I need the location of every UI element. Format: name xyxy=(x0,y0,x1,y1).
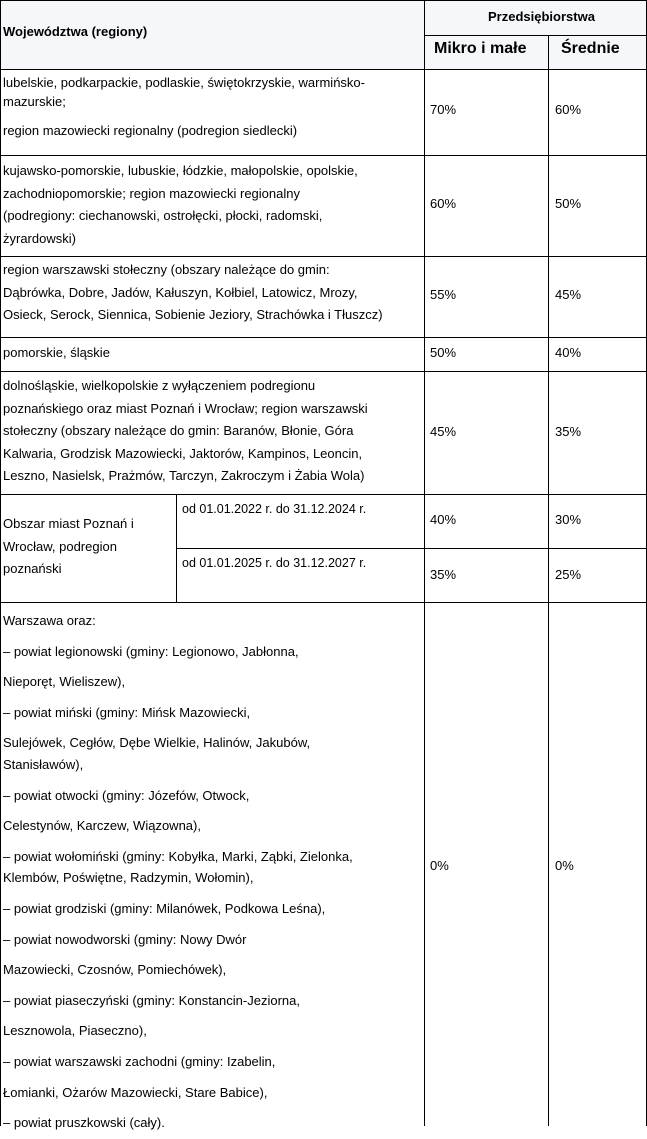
region-line: Dąbrówka, Dobre, Jadów, Kałuszyn, Kołbiel, Latowicz, Mrozy, xyxy=(3,284,358,300)
region-line: Celestynów, Karczew, Wiązowna), xyxy=(3,818,201,834)
region-text-row-3 xyxy=(3,259,383,327)
border-top xyxy=(0,0,647,1)
medium-value-row-7: 0% xyxy=(555,858,574,873)
region-line: – powiat grodziski (gminy: Milanówek, Podkowa Leśna), xyxy=(3,900,326,916)
region-line: Leszno, Nasielsk, Prażmów, Tarczyn, Zakroczym i Żabia Wola) xyxy=(3,468,365,484)
region-line: poznański xyxy=(3,561,62,577)
micro-small-value-period-2: 35% xyxy=(430,567,457,582)
region-line: Kalwaria, Grodzisk Mazowiecki, Jaktorów, Kampinos, Leoncin, xyxy=(3,445,363,461)
region-line: dolnośląskie, wielkopolskie z wyłączeniem podregionu xyxy=(3,378,316,393)
row-divider xyxy=(0,337,647,338)
medium-value-row-4: 40% xyxy=(555,345,582,360)
micro-small-value-row-7: 0% xyxy=(430,858,449,873)
divider-header-sub xyxy=(424,35,647,36)
region-text-row-4 xyxy=(3,342,110,365)
medium-value-row-1: 60% xyxy=(555,102,582,117)
region-text-row-7 xyxy=(3,606,353,1139)
border-left xyxy=(0,0,1,1126)
region-line: mazurskie; xyxy=(3,94,66,109)
micro-small-value-row-1: 70% xyxy=(430,102,457,117)
region-line: (podregiony: ciechanowski, ostrołęcki, płocki, radomski, xyxy=(3,208,323,224)
region-text-row-6 xyxy=(3,513,134,581)
region-line: region warszawski stołeczny (obszary należące do gmin: xyxy=(3,262,330,277)
region-line: – powiat legionowski (gminy: Legionowo, Jabłonna, xyxy=(3,643,299,659)
region-line: – powiat miński (gminy: Mińsk Mazowiecki, xyxy=(3,704,251,720)
region-line: – powiat otwocki (gminy: Józefów, Otwock, xyxy=(3,787,250,803)
medium-value-row-2: 50% xyxy=(555,196,582,211)
region-line: – powiat warszawski zachodni (gminy: Izabelin, xyxy=(3,1053,276,1069)
region-line: Warszawa oraz: xyxy=(3,613,96,628)
region-line: kujawsko-pomorskie, lubuskie, łódzkie, małopolskie, opolskie, xyxy=(3,163,358,178)
medium-value-row-3: 45% xyxy=(555,287,582,302)
region-line: Obszar miast Poznań i xyxy=(3,516,134,531)
region-text-row-1 xyxy=(3,73,365,140)
row-divider xyxy=(0,256,647,257)
region-line: Wrocław, podregion xyxy=(3,538,117,554)
region-line: – powiat wołomiński (gminy: Kobyłka, Marki, Ząbki, Zielonka, xyxy=(3,848,353,864)
medium-value-period-2: 25% xyxy=(555,567,582,582)
region-line: pomorskie, śląskie xyxy=(3,345,110,360)
row-divider xyxy=(0,494,647,495)
period-divider xyxy=(176,548,647,549)
micro-small-value-period-1: 40% xyxy=(430,512,457,527)
region-line: Mazowiecki, Czosnów, Pomiechówek), xyxy=(3,962,227,978)
divider-micro-medium xyxy=(548,35,549,1126)
region-line: region mazowiecki regionalny (podregion siedlecki) xyxy=(3,123,298,138)
row-divider xyxy=(0,155,647,156)
region-line: Lesznowola, Piaseczno), xyxy=(3,1023,147,1039)
medium-value-row-5: 35% xyxy=(555,424,582,439)
region-line: poznańskiego oraz miast Poznań i Wrocław; region warszawski xyxy=(3,400,368,416)
period-label-2: od 01.01.2025 r. do 31.12.2027 r. xyxy=(182,556,367,570)
region-text-row-2 xyxy=(3,160,358,250)
region-line: – powiat nowodworski (gminy: Nowy Dwór xyxy=(3,931,247,947)
region-line: stołeczny (obszary należące do gmin: Baranów, Błonie, Góra xyxy=(3,423,354,439)
region-line: lubelskie, podkarpackie, podlaskie, świętokrzyskie, warmińsko- xyxy=(3,75,365,90)
region-line: żyrardowski) xyxy=(3,230,76,246)
micro-small-value-row-5: 45% xyxy=(430,424,457,439)
medium-column-header: Średnie xyxy=(561,40,620,57)
row-divider xyxy=(0,69,647,70)
enterprises-group-header: Przedsiębiorstwa xyxy=(488,9,595,24)
region-line: Osieck, Serock, Siennica, Sobienie Jeziory, Strachówka i Tłuszcz) xyxy=(3,307,383,323)
medium-value-period-1: 30% xyxy=(555,512,582,527)
regions-column-header: Województwa (regiony) xyxy=(3,24,148,39)
region-line: – powiat piaseczyński (gminy: Konstancin-Jeziorna, xyxy=(3,992,300,1008)
micro-small-value-row-3: 55% xyxy=(430,287,457,302)
region-line: Nieporęt, Wieliszew), xyxy=(3,674,126,690)
row-divider xyxy=(0,602,647,603)
region-line: Łomianki, Ożarów Mazowiecki, Stare Babice), xyxy=(3,1084,268,1100)
micro-small-column-header: Mikro i małe xyxy=(434,40,527,57)
divider-period-column xyxy=(176,495,177,603)
region-line: Sulejówek, Cegłów, Dębe Wielkie, Halinów, Jakubów, xyxy=(3,735,311,751)
micro-small-value-row-4: 50% xyxy=(430,345,457,360)
divider-regions-values xyxy=(424,0,425,1126)
region-line: Klembów, Poświętne, Radzymin, Wołomin), xyxy=(3,870,254,886)
micro-small-value-row-2: 60% xyxy=(430,196,457,211)
period-label-1: od 01.01.2022 r. do 31.12.2024 r. xyxy=(182,502,367,516)
region-line: – powiat pruszkowski (cały). xyxy=(3,1115,165,1131)
region-line: Stanisławów), xyxy=(3,756,84,772)
region-text-row-5 xyxy=(3,375,368,488)
row-divider xyxy=(0,371,647,372)
region-line: zachodniopomorskie; region mazowiecki regionalny xyxy=(3,185,300,201)
